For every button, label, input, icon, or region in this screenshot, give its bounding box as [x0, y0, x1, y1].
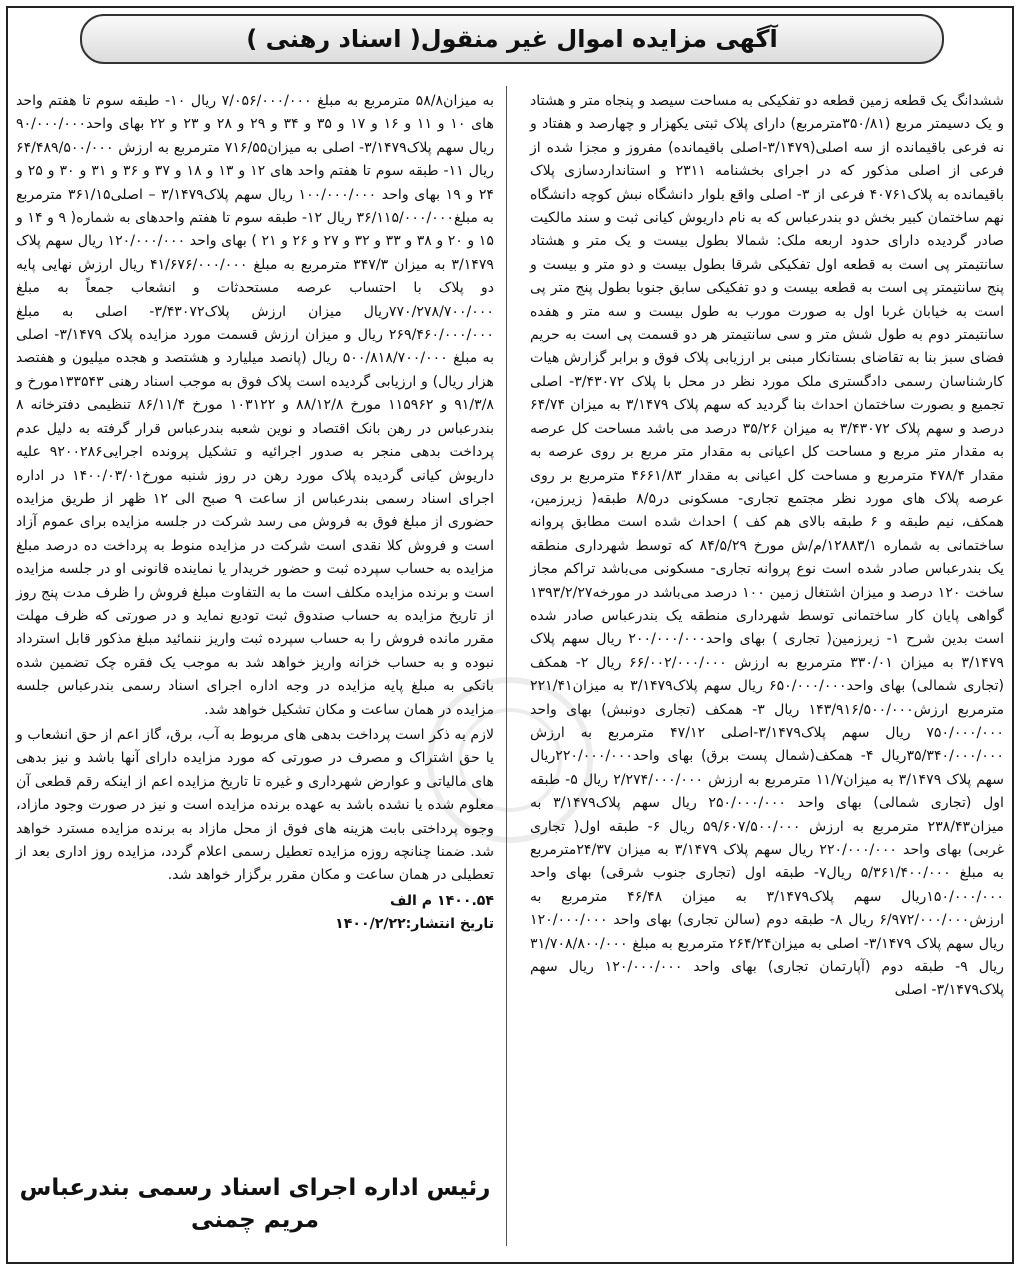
signature-title: رئیس اداره اجرای اسناد رسمی بندرعباس — [19, 1175, 491, 1201]
column-divider — [506, 86, 507, 1246]
right-column-paragraph: ششدانگ یک قطعه زمین قطعه دو تفکیکی به مساحت سیصد و پنجاه متر و هشتاد و یک دسیمتر مربع (۳۵۰/۸۱مترمربع) دارای پلاک ثبتی یکهزار و چهارصد و هفتاد و نه فرعی باقیمانده از سه اصلی(۳/۱۴۷۹-اصلی باقیمانده) مفروز و مجزا شده از فرعی از اصلی مذکور که در اجرای بخشنامه ۲۳۱۱ و استانداردسازی پلاک باقیمانده به پلاک۴۰۷۶۱ فرعی از ۳- اصلی واقع بلوار دانشگاه نبش کوچه دانشگاه نهم ساختمان کبیر بخش دو بندرعباس که به نام داریوش کیانی ثبت و سند مالکیت صادر گردیده دارای حدود اربعه ملک: شمالا بطول بیست و یک متر و هشتاد سانتیمتر پی است به قطعه اول تفکیکی شرقا بطول بیست و دو متر و بیست و پنج سانتیمتر پی است به قطعه بیست و دو تفکیکی سابق جنوبا بطول پنج متر پی است به خیابان غربا اول به صورت مورب به طول بیست و سه متر و هفده سانتیمتر دوم به طول شش متر و سی سانتیمتر هر دو قسمت پی است به حریم فضای سبز بنا به تقاضای بستانکار مبنی بر ارزیابی پلاک فوق و برابر گزارش هیات کارشناسان رسمی دادگستری ملک مورد نظر در محل با پلاک ۳/۴۳۰۷۲- اصلی تجمیع و بصورت ساختمان احداث بنا گردید که سهم پلاک ۳/۱۴۷۹ به میزان ۶۴/۷۴ درصد و سهم پلاک ۳/۴۳۰۷۲ به میزان ۳۵/۲۶ درصد می باشد مساحت کل عرصه به مقدار متر مربع و مساحت کل اعیانی به مقدار متر مربع بر روی عرصه به مقدار ۴۷۸/۴ مترمربع و مساحت کل اعیانی به مقدار ۴۶۶۱/۸۳ مترمربع بر روی عرصه پلاک های مورد نظر مجتمع تجاری- مسکونی در۸/۵ طبقه( زیرزمین، همکف، نیم طبقه و ۶ طبقه بالای هم کف ) احداث شده است مطابق پروانه ساختمانی به شماره ۱۲۸۸۳/۱/م/ش مورخ ۸۴/۵/۲۹ که توسط شهرداری منطقه یک بندرعباس صادر شده است نوع پروانه تجاری- مسکونی می‌باشد تراکم مجاز ساخت ۱۲۰ درصد و میزان اشتغال زمین ۱۰۰ درصد می‌باشد در مورخه۱۳۹۳/۲/۲۷ گواهی پایان کار ساختمانی توسط شهرداری منطقه یک بندرعباس صادر شده است بدین شرح ۱- زیرزمین( تجاری ) بهای واحد۲۰۰/۰۰۰/۰۰۰ ریال سهم پلاک ۳/۱۴۷۹ به میزان ۳۳۰/۰۱ مترمربع به ارزش ۶۶/۰۰۲/۰۰۰/۰۰۰ ریال ۲- همکف (تجاری شمالی) بهای واحد۶۵۰/۰۰۰/۰۰۰ ریال سهم پلاک۳/۱۴۷۹ به میزان۲۲۱/۴۱ مترمربع ارزش۱۴۳/۹۱۶/۵۰۰/۰۰۰ ریال ۳- همکف (تجاری دونبش) بهای واحد ۷۵۰/۰۰۰/۰۰۰ ریال سهم پلاک۳/۱۴۷۹-اصلی ۴۷/۱۲ مترمربع به ارزش ۳۵/۳۴۰/۰۰۰/۰۰۰ریال ۴- همکف(شمال پست برق) بهای واحد۲۲۰/۰۰۰/۰۰۰ریال سهم پلاک ۳/۱۴۷۹ به میزان۱۱/۷ مترمربع به ارزش ۲/۲۷۴/۰۰۰/۰۰۰ ریال ۵- طبقه اول (تجاری شمالی) بهای واحد ۲۵۰/۰۰۰/۰۰۰ ریال سهم پلاک۳/۱۴۷۹ به میزان۲۳۸/۴۳ مترمربع به ارزش ۵۹/۶۰۷/۵۰۰/۰۰۰ ریال ۶- طبقه اول( تجاری غربی) بهای واحد ۲۲۰/۰۰۰/۰۰۰ ریال سهم پلاک ۳/۱۴۷۹ به میزان ۲۴/۳۷مترمربع به مبلغ ۵/۳۶۱/۴۰۰/۰۰۰ ریال۷- طبقه اول (تجاری جنوب شرقی) بهای واحد ۱۵۰/۰۰۰/۰۰۰ریال سهم پلاک۳/۱۴۷۹ به میزان ۴۶/۴۸ مترمربع به ارزش۶/۹۷۲/۰۰۰/۰۰۰ ریال ۸- طبقه دوم (سالن تجاری) بهای واحد ۱۲۰/۰۰۰/۰۰۰ ریال سهم پلاک ۳/۱۴۷۹- اصلی به میزان۲۶۴/۲۴ مترمربع به مبلغ ۳۱/۷۰۸/۸۰۰/۰۰۰ ریال ۹- طبقه دوم (آپارتمان تجاری) بهای واحد ۱۲۰/۰۰۰/۰۰۰ ریال سهم پلاک۳/۱۴۷۹- اصلی — [530, 93, 1005, 999]
notice-title-banner — [80, 14, 944, 64]
signature-name: مریم چمنی — [191, 1207, 319, 1233]
left-column-paragraph-1: به میزان۵۸/۸ مترمربع به مبلغ ۷/۰۵۶/۰۰۰/۰۰۰ ریال ۱۰- طبقه سوم تا هفتم واحد های ۱۰ و ۱۱ و ۱۶ و ۱۷ و ۳۵ و ۳۴ و ۲۹ و ۲۸ و ۲۳ و ۲۲ بهای واحد۹۰/۰۰۰/۰۰۰ ریال سهم پلاک۳/۱۴۷۹- اصلی به میزان۷۱۶/۵۵ مترمربع به ارزش ۶۴/۴۸۹/۵۰۰/۰۰۰ ریال ۱۱- طبقه سوم تا هفتم واحد های ۱۲ و ۱۳ و ۱۸ و ۳۷ و ۳۶ و ۳۱ و ۳۰ و ۲۵ و ۲۴ و ۱۹ بهای واحد ۱۰۰/۰۰۰/۰۰۰ ریال سهم پلاک۳/۱۴۷۹ – اصلی۳۶۱/۱۵ مترمربع به مبلغ۳۶/۱۱۵/۰۰۰/۰۰۰ ریال ۱۲- طبقه سوم تا هفتم واحدهای به شماره( ۹ و ۱۴ و ۱۵ و ۲۰ و ۳۸ و ۳۳ و ۳۲ و ۲۷ و ۲۶ و ۲۱ ) بهای واحد ۱۲۰/۰۰۰/۰۰۰ ریال سهم پلاک ۳/۱۴۷۹ به میزان ۳۴۷/۳ مترمربع به مبلغ ۴۱/۶۷۶/۰۰۰/۰۰۰ ریال ارزش نهایی پایه دو پلاک با احتساب عرصه مستحدثات و انشعاب جمعاً به مبلغ ۷۷۰/۲۷۸/۷۰۰/۰۰۰ریال میزان ارزش پلاک۳/۴۳۰۷۲- اصلی به مبلغ ۲۶۹/۴۶۰/۰۰۰/۰۰۰ ریال و میزان ارزش قسمت مورد مزایده پلاک ۳/۱۴۷۹- اصلی به مبلغ ۵۰۰/۸۱۸/۷۰۰/۰۰۰ ریال (پانصد میلیارد و هشتصد و هجده میلیون و هفتصد هزار ریال) و ارزیابی گردیده است پلاک فوق به موجب اسناد رهنی ۱۳۳۵۴۳مورخ و ۹۱/۳/۸ و ۱۱۵۹۶۲ مورخ ۸۸/۱۲/۸ و ۱۰۳۱۲۲ مورخ ۸۶/۱۱/۴ تنظیمی دفترخانه ۸ بندرعباس در رهن بانک اقتصاد و نوین شعبه بندرعباس قرار گرفته به دلیل عدم پرداخت بدهی منجر به صدور اجرائیه و تشکیل پرونده اجرایی۹۲۰۰۲۸۶ علیه داریوش کیانی گردیده پلاک مورد رهن در روز شنبه مورخ۱۴۰۰/۰۳/۰۱ در اداره اجرای اسناد رسمی بندرعباس از ساعت ۹ صبح الی ۱۲ ظهر از طریق مزایده حضوری از مبلغ فوق به فروش می رسد شرکت در جلسه مزایده برای عموم آزاد است و فروش کلا نقدی است شرکت در مزایده منوط به پرداخت ده درصد مبلغ مزایده به حساب سپرده ثبت و حضور خریدار یا نماینده قانونی او در جلسه مزایده است و برنده مزایده مکلف است ما به التفاوت مبلغ فروش را ظرف مدت پنج روز از تاریخ مزایده به حساب صندوق ثبت تودیع نماید و در صورتی که ظرف مهلت مقرر مانده فروش را به حساب سپرده ثبت واریز ننمائید مبلغ مذکور قابل استرداد نبوده و به حساب خزانه واریز خواهد شد به موجب یک فقره چک تضمین شده بانکی به مبلغ پایه مزایده در وجه اداره اجرای اسناد رسمی بندرعباس جلسه مزایده در همان ساعت و مکان تشکیل خواهد شد. — [16, 93, 494, 718]
signature-block — [16, 1172, 494, 1236]
publish-date: تاریخ انتشار:۱۴۰۰/۲/۲۲ — [335, 916, 494, 933]
reference-number: ۱۴۰۰.۵۴ م الف — [389, 892, 494, 909]
notice-title: آگهی مزایده اموال غیر منقول( اسناد رهنی ) — [246, 25, 778, 53]
left-column-paragraph-2: لازم به ذکر است پرداخت بدهی های مربوط به آب، برق، گاز اعم از حق انشعاب و یا حق اشتراک و مصرف در صورتی که مورد مزایده دارای آنها باشد و نیز بدهی های مالیاتی و عوارض شهرداری و غیره تا تاریخ مزایده اعم از اینکه رقم قطعی آن معلوم شده یا نشده باشد به عهده برنده مزایده است و نیز در صورت وجود مازاد، وجوه پرداختی بابت هزینه های فوق از محل مازاد به برنده مزایده مسترد خواهد شد. ضمنا چنانچه روزه مزایده تعطیل رسمی اعلام گردد، مزایده روز اداری بعد از تعطیلی در همان ساعت و مکان مقرر برگزار خواهد شد. — [16, 726, 494, 884]
right-column — [530, 90, 1004, 1005]
notice-body — [16, 82, 1004, 1254]
left-column — [16, 90, 494, 937]
